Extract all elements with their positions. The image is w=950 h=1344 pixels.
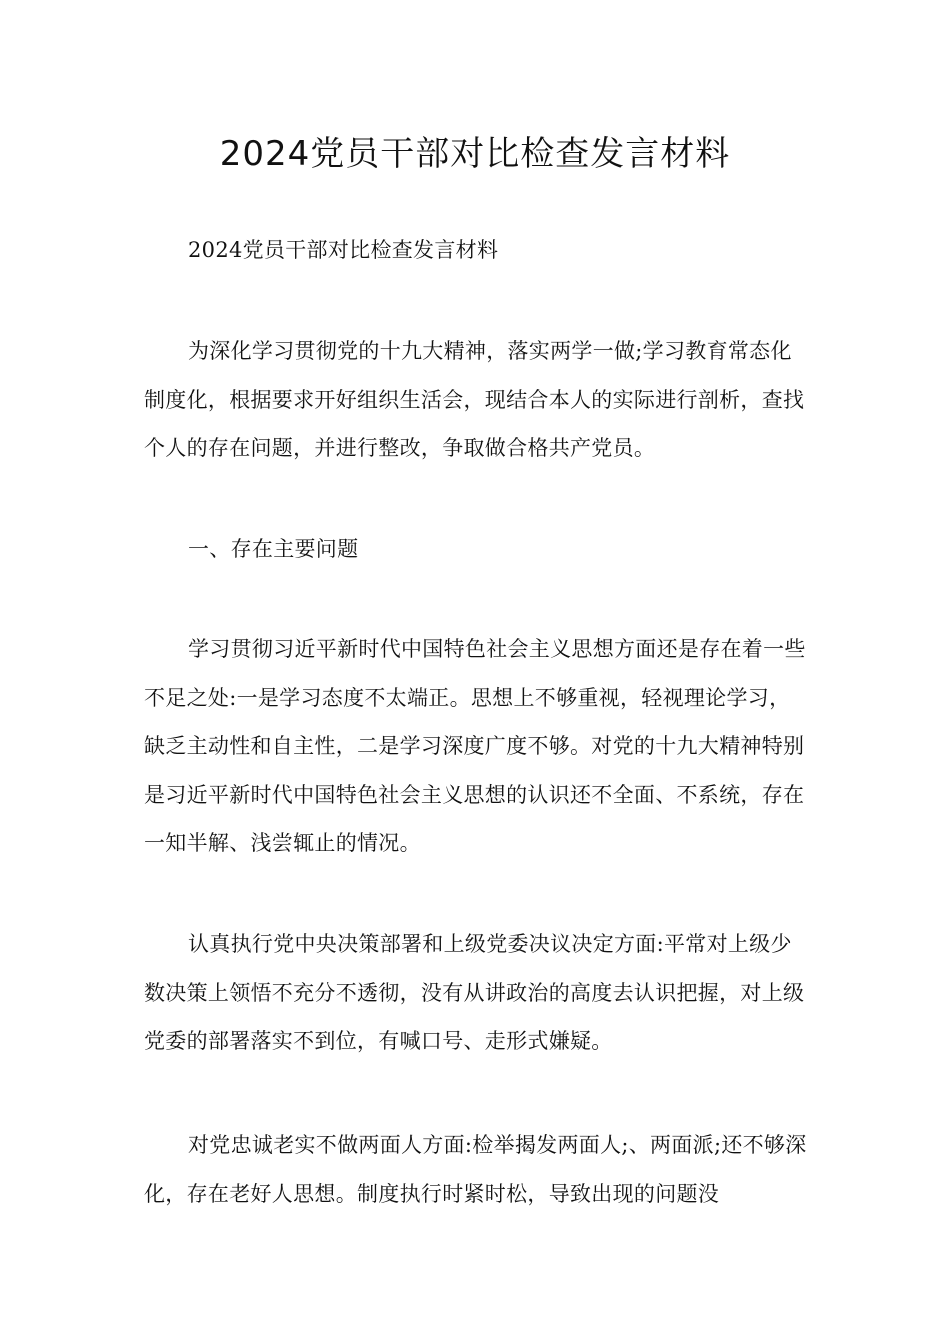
section-heading-problems: 一、存在主要问题 bbox=[188, 537, 359, 561]
paragraph-loyalty-problems: 对党忠诚老实不做两面人方面:检举揭发两面人;、两面派;还不够深化，存在老好人思想。制度执行时紧时松，导致出现的问题没 bbox=[144, 1133, 807, 1206]
paragraph-subtitle: 2024党员干部对比检查发言材料 bbox=[188, 238, 499, 262]
paragraph-study-problems: 学习贯彻习近平新时代中国特色社会主义思想方面还是存在着一些不足之处:一是学习态度不太端正。思想上不够重视，轻视理论学习，缺乏主动性和自主性，二是学习深度广度不够。对党的十九大精神特别是习近平新时代中国特色社会主义思想的认识还不全面、不系统，存在一知半解、浅尝辄止的情况。 bbox=[144, 637, 806, 855]
document-title: 2024党员干部对比检查发言材料 bbox=[219, 134, 731, 174]
paragraph-intro: 为深化学习贯彻党的十九大精神，落实两学一做;学习教育常态化制度化，根据要求开好组织生活会，现结合本人的实际进行剖析，查找个人的存在问题，并进行整改，争取做合格共产党员。 bbox=[144, 339, 805, 460]
paragraph-execution-problems: 认真执行党中央决策部署和上级党委决议决定方面:平常对上级少数决策上领悟不充分不透彻，没有从讲政治的高度去认识把握，对上级党委的部署落实不到位，有喊口号、走形式嫌疑。 bbox=[144, 932, 805, 1053]
